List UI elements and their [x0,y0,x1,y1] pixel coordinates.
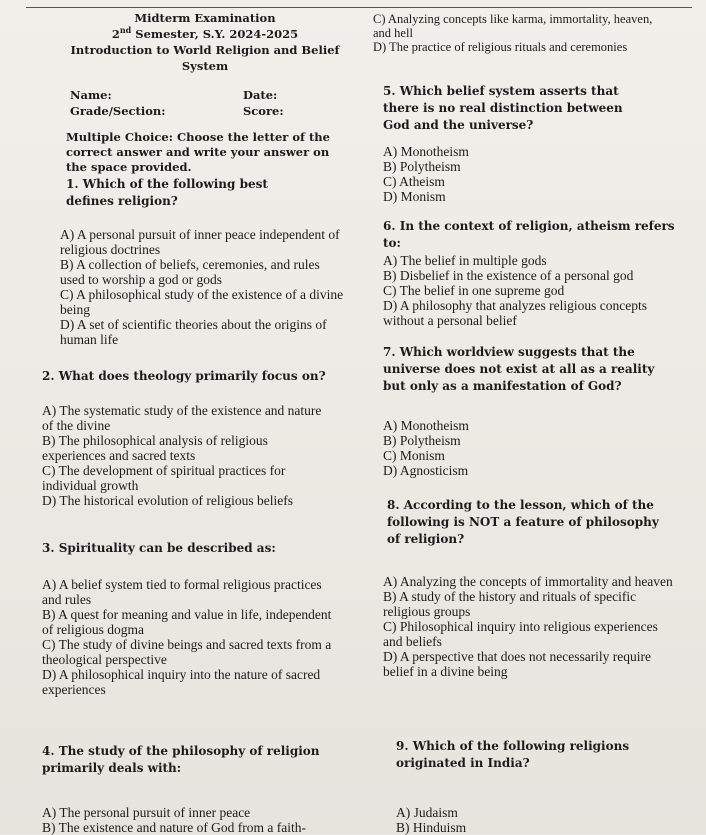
option: D) A philosophy that analyzes religious concepts without a personal belief [383,298,647,328]
option: B) The philosophical analysis of religious experiences and sacred texts [42,433,268,463]
q9-options [396,805,676,835]
header-course: Introduction to World Religion and Belief [70,43,340,57]
question-5: 5. Which belief system asserts that there is no real distinction between God and the universe? [383,84,623,132]
q4-options [42,805,342,835]
q4-carry-options [373,12,673,54]
option: B) Disbelief in the existence of a personal god [383,268,634,283]
option: A) Monotheism [383,144,469,159]
option: A) The systematic study of the existence and nature of the divine [42,403,322,433]
option: A) The belief in multiple gods [383,253,547,268]
top-rule [26,7,692,8]
date-label: Date: [243,88,278,102]
q7-options [383,418,663,478]
question-4: 4. The study of the philosophy of religion primarily deals with: [42,744,320,775]
option: D) Monism [383,189,446,204]
option: B) A quest for meaning and value in life, independent of religious dogma [42,607,332,637]
question-6: 6. In the context of religion, atheism refers to: [383,219,675,250]
q6-options [383,253,668,328]
option: D) A set of scientific theories about the origins of human life [60,317,327,347]
option: C) Analyzing concepts like karma, immortality, heaven, and hell [373,12,653,40]
option: D) A perspective that does not necessarily require belief in a divine being [383,649,652,679]
option: B) Polytheism [383,159,461,174]
q5-options [383,144,663,204]
option: D) A philosophical inquiry into the nature of sacred experiences [42,667,321,697]
option: C) A philosophical study of the existence of a divine being [60,287,344,317]
option: A) Analyzing the concepts of immortality and heaven [383,574,673,589]
instructions: Multiple Choice: Choose the letter of the correct answer and write your answer on the space provided. [66,130,330,174]
option: C) Monism [383,448,445,463]
question-3: 3. Spirituality can be described as: [42,541,276,555]
option: A) Judaism [396,805,458,820]
option: D) Agnosticism [383,463,469,478]
header-course-cont: System [181,59,229,73]
question-9: 9. Which of the following religions originated in India? [396,739,630,770]
option: B) The existence and nature of God from a faith- [42,820,307,835]
option: B) Polytheism [383,433,461,448]
header-title: Midterm Examination [134,11,276,25]
q8-options [383,574,673,679]
header-semester: 2nd Semester, S.Y. 2024-2025 [111,25,299,41]
option: D) The historical evolution of religious beliefs [42,493,293,508]
option: C) The study of divine beings and sacred texts from a theological perspective [42,637,332,667]
q3-options [42,577,337,697]
grade-label: Grade/Section: [70,104,166,118]
option: B) A study of the history and rituals of specific religious groups [383,589,637,619]
option: B) Hinduism [396,820,467,835]
question-8: 8. According to the lesson, which of the following is NOT a feature of philosophy of religion? [387,498,659,546]
q2-options [42,403,332,508]
option: B) A collection of beliefs, ceremonies, and rules used to worship a god or gods [60,257,320,287]
option: C) The development of spiritual practices for individual growth [42,463,286,493]
q1-options [60,227,345,347]
option: A) A belief system tied to formal religious practices and rules [42,577,322,607]
option: A) The personal pursuit of inner peace [42,805,251,820]
question-2: 2. What does theology primarily focus on? [42,369,326,383]
name-label: Name: [70,88,112,102]
option: A) A personal pursuit of inner peace independent of religious doctrines [60,227,340,257]
question-7: 7. Which worldview suggests that the universe does not exist at all as a reality but only as a manifestation of God? [383,345,655,393]
exam-header [70,10,340,74]
option: A) Monotheism [383,418,469,433]
option: C) Philosophical inquiry into religious experiences and beliefs [383,619,658,649]
score-label: Score: [243,104,284,118]
option: D) The practice of religious rituals and ceremonies [373,40,628,54]
option: C) Atheism [383,174,445,189]
question-1: 1. Which of the following best defines religion? [66,177,268,208]
option: C) The belief in one supreme god [383,283,565,298]
